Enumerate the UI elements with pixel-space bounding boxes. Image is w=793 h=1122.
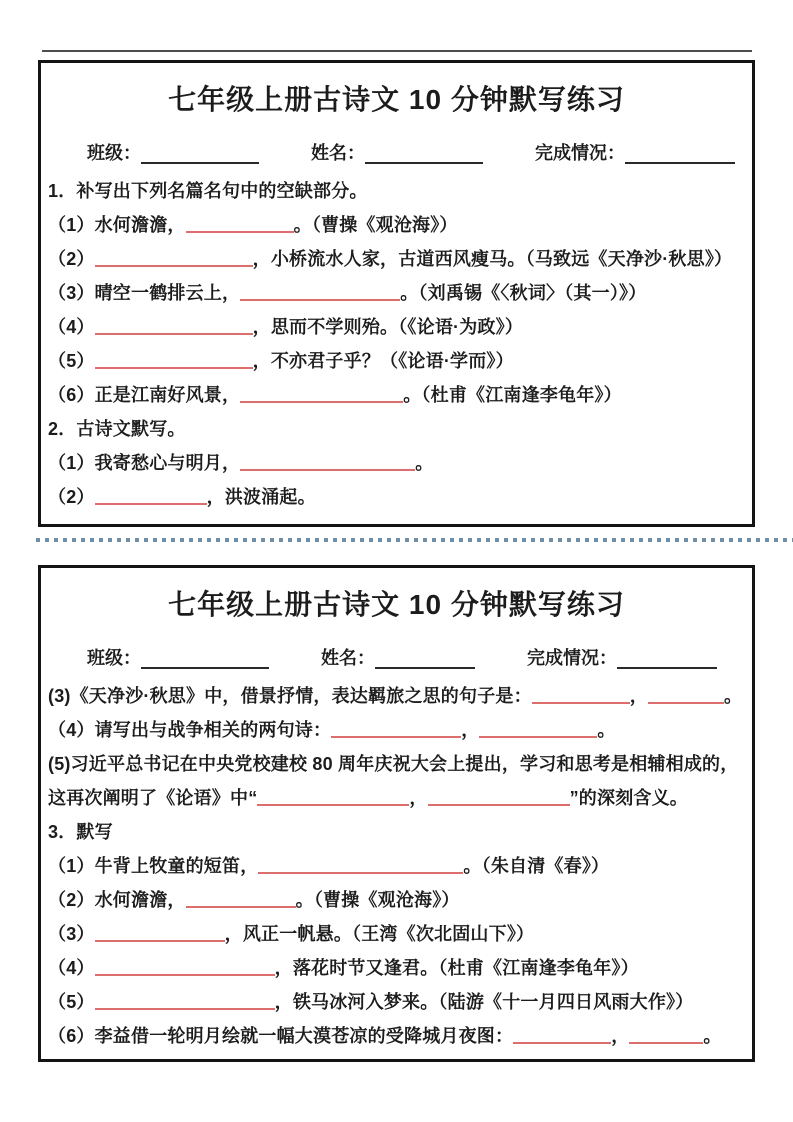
header-field [535,142,735,164]
line-text: （6）李益借一轮明月绘就一幅大漠苍凉的受降城月夜图： [48,1026,514,1046]
field-blank [141,146,259,164]
header-field [527,647,717,669]
header-field [87,647,269,669]
worksheet-title: 七年级上册古诗文 10 分钟默写练习 [168,84,625,115]
field-label: 班级： [87,143,141,163]
field-blank [365,146,483,164]
worksheet-line [48,951,748,985]
line-text: 。（杜甫《江南逢李龟年》） [403,385,622,405]
header-row [87,647,752,669]
line-text: ，小桥流水人家，古道西风瘦马。（马致远《天净沙·秋思》） [252,249,733,269]
line-text: ，思而不学则殆。（《论语·为政》） [252,317,524,337]
worksheet-line [48,679,748,713]
answer-blank [240,285,400,301]
field-blank [625,146,735,164]
answer-blank [428,790,570,806]
line-text: 。（刘禹锡《〈秋词〉（其一）》） [400,283,647,303]
line-text: 。 [703,1026,722,1046]
line-text: 3．默写 [48,822,113,842]
worksheet-card-2 [38,565,755,1062]
line-text: （2） [48,487,95,507]
line-text: ，不亦君子乎？（《论语·学而》） [252,351,514,371]
question-list [41,679,752,1053]
field-label: 班级： [87,648,141,668]
line-text: （1）水何澹澹， [48,215,186,235]
worksheet-line [48,412,748,446]
worksheet-line [48,208,748,242]
line-text: （5） [48,992,95,1012]
worksheet-title: 七年级上册古诗文 10 分钟默写练习 [168,589,625,620]
header-field [321,647,475,669]
worksheet-line [48,985,748,1019]
field-blank [141,651,269,669]
line-text: 。（曹操《观沧海》） [293,215,458,235]
worksheet-line [48,883,748,917]
line-text: （5） [48,351,95,371]
answer-blank [629,1028,703,1044]
line-text: （1）牛背上牧童的短笛， [48,856,259,876]
worksheet-line [48,310,748,344]
line-text: （2）水何澹澹， [48,890,186,910]
worksheet-line [48,917,748,951]
line-text: ， [629,686,648,706]
line-text: 。（曹操《观沧海》） [295,890,460,910]
answer-blank [258,858,463,874]
top-rule [42,50,752,52]
line-text: 。 [597,720,616,740]
line-text: （6）正是江南好风景， [48,385,241,405]
line-text: （4）请写出与战争相关的两句诗： [48,720,332,740]
line-text: （3）晴空一鹤排云上， [48,283,241,303]
answer-blank [532,688,630,704]
field-label: 姓名： [311,143,365,163]
line-text: 这再次阐明了《论语》中“ [48,788,258,808]
worksheet-line [48,815,748,849]
line-text: ， [409,788,428,808]
worksheet-line [48,174,748,208]
line-text: 2．古诗文默写。 [48,419,186,439]
worksheet-line [48,849,748,883]
header-field [311,142,483,164]
question-list [41,174,752,514]
worksheet-line [48,344,748,378]
answer-blank [95,251,253,267]
worksheet-line [48,747,748,781]
worksheet-line [48,378,748,412]
header-row [87,142,752,164]
answer-blank [95,994,275,1010]
line-text: (5)习近平总书记在中央党校建校 80 周年庆祝大会上提出，学习和思考是相辅相成的， [48,754,739,774]
worksheet-line [48,1019,748,1053]
field-blank [375,651,475,669]
line-text: ，落花时节又逢君。（杜甫《江南逢李龟年》） [274,958,639,978]
answer-blank [95,960,275,976]
line-text: 。（朱自清《春》） [463,856,610,876]
line-text: (3)《天净沙·秋思》中，借景抒情，表达羁旅之思的句子是： [48,686,532,706]
answer-blank [95,926,225,942]
line-text: ，铁马冰河入梦来。（陆游《十一月四日风雨大作》） [274,992,694,1012]
answer-blank [257,790,409,806]
dotted-cut-line [36,538,793,542]
line-text: 。 [415,453,434,473]
line-text: （1）我寄愁心与明月， [48,453,241,473]
line-text: （2） [48,249,95,269]
field-label: 完成情况： [535,143,625,163]
worksheet-line [48,276,748,310]
line-text: ”的深刻含义。 [569,788,689,808]
line-text: ， [611,1026,630,1046]
worksheet-line [48,446,748,480]
line-text: （4） [48,958,95,978]
header-field [87,142,259,164]
worksheet-line [48,480,748,514]
answer-blank [479,722,597,738]
worksheet-card-1 [38,60,755,527]
line-text: ， [461,720,480,740]
line-text: （4） [48,317,95,337]
answer-blank [240,387,403,403]
worksheet-line [48,242,748,276]
field-blank [617,651,717,669]
worksheet-line [48,781,748,815]
answer-blank [186,892,296,908]
answer-blank [95,489,207,505]
line-text: 。 [724,686,743,706]
line-text: （3） [48,924,95,944]
field-label: 完成情况： [527,648,617,668]
answer-blank [95,353,253,369]
worksheet-line [48,713,748,747]
answer-blank [648,688,724,704]
line-text: ，洪波涌起。 [206,487,316,507]
field-label: 姓名： [321,648,375,668]
line-text: ，风正一帆悬。（王湾《次北固山下》） [224,924,535,944]
answer-blank [186,217,294,233]
line-text: 1．补写出下列名篇名句中的空缺部分。 [48,181,368,201]
answer-blank [331,722,461,738]
answer-blank [240,455,415,471]
answer-blank [95,319,253,335]
answer-blank [513,1028,611,1044]
